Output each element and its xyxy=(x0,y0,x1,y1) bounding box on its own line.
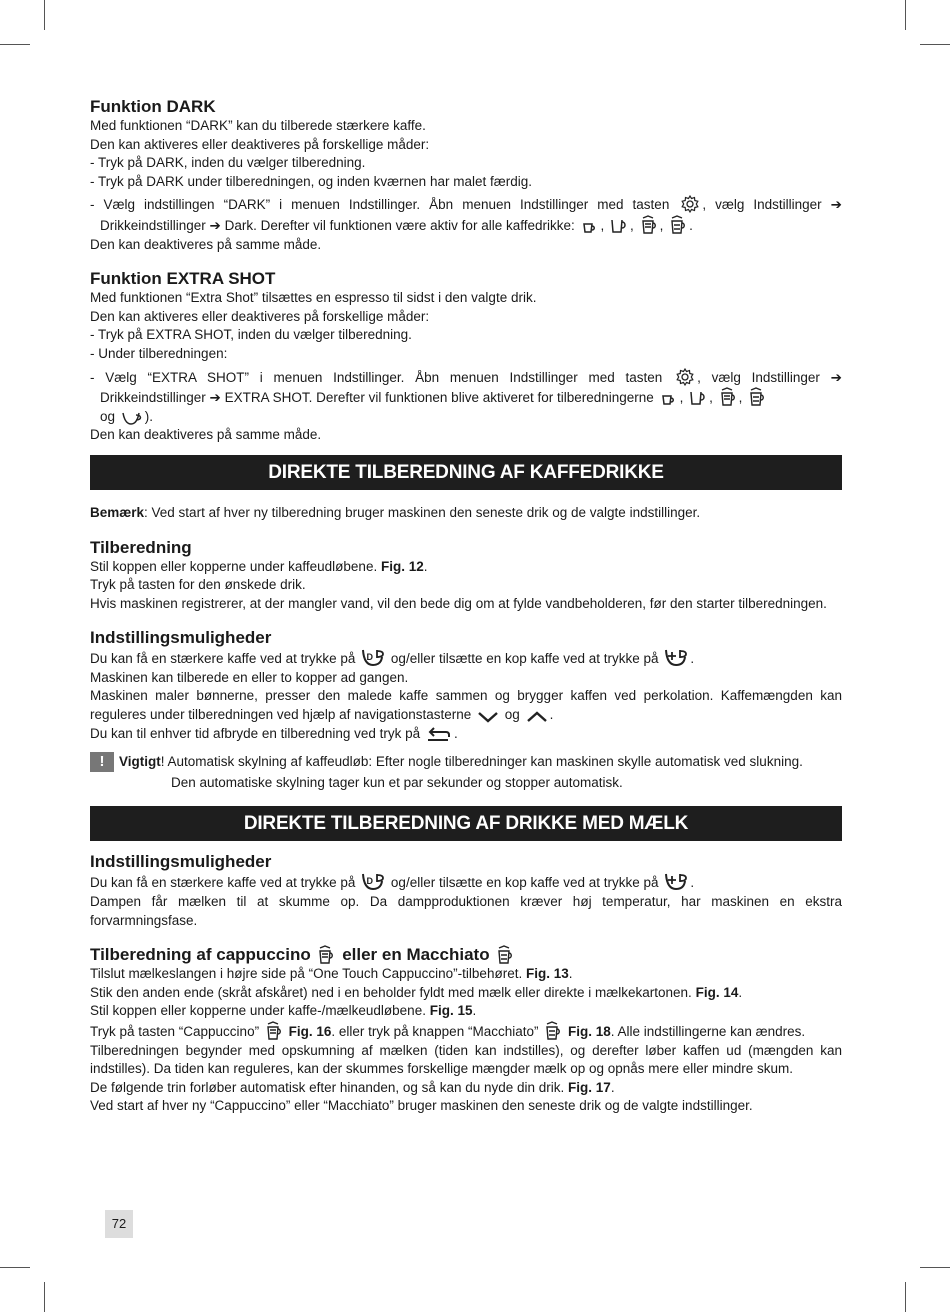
text-span: Du kan få en stærkere kaffe ved at trykke på xyxy=(90,651,356,667)
text-span: . xyxy=(568,966,573,982)
warning-label: Vigtigt xyxy=(119,754,161,770)
figure-ref: Fig. 17 xyxy=(568,1079,611,1095)
note-text: : Ved start af hver ny tilberedning bruger maskinen den seneste drik og de valgte indstillinger. xyxy=(144,504,701,520)
text-span: , xyxy=(630,217,634,233)
text-span: , xyxy=(709,390,713,406)
bullet-item: - Tryk på DARK under tilberedningen, og inden kværnen har malet færdig. xyxy=(90,173,532,189)
chevron-up-icon xyxy=(526,710,548,724)
text-span: ). xyxy=(144,408,154,424)
text-span: , xyxy=(659,217,664,233)
svg-text:D: D xyxy=(366,652,374,663)
coffee-cup-icon xyxy=(610,217,628,235)
figure-ref: Fig. 12 xyxy=(380,558,424,574)
macchiato-icon xyxy=(544,1021,562,1041)
crop-mark xyxy=(0,44,30,45)
figure-ref: Fig. 18 xyxy=(568,1024,611,1039)
section-title-indstillinger-milk: Indstillingsmuligheder xyxy=(90,852,272,872)
note-label: Bemærk xyxy=(90,504,145,520)
section-title-extra-shot: Funktion EXTRA SHOT xyxy=(90,269,276,289)
coffee-cup-icon xyxy=(689,389,707,407)
text-span: Tilslut mælkeslangen i højre side på “One Touch Cappuccino”-tilbehøret. xyxy=(90,966,523,982)
text-span: De følgende trin forløber automatisk efter hinanden, og så kan du nyde din drik. xyxy=(90,1079,565,1095)
text-span: . xyxy=(689,217,693,233)
section-banner-milk: DIREKTE TILBEREDNING AF DRIKKE MED MÆLK xyxy=(90,806,842,841)
text-span: Du kan til enhver tid afbryde en tilberedning ved tryk på xyxy=(90,725,421,741)
crop-mark xyxy=(905,0,906,30)
text-line xyxy=(90,687,842,724)
cappuccino-icon xyxy=(265,1021,283,1041)
crop-mark xyxy=(920,44,950,45)
bullet-item xyxy=(90,194,842,235)
text-span: ! Automatisk skylning af kaffeudløb: Efter nogle tilberedninger kan maskinen skylle automatisk ved slukning. xyxy=(160,754,803,770)
extra-shot-button-icon xyxy=(664,872,688,892)
cappuccino-icon xyxy=(317,945,335,965)
text-span: Du kan få en stærkere kaffe ved at trykke på xyxy=(90,875,356,891)
text-line xyxy=(90,1021,842,1042)
text-span: . xyxy=(472,1003,477,1019)
espresso-cup-icon xyxy=(581,219,599,235)
gear-icon xyxy=(675,367,695,387)
text-line: Ved start af hver ny “Cappuccino” eller “Macchiato” bruger maskinen den seneste drik og de valgte indstillinger. xyxy=(90,1098,753,1114)
section-title-cappuccino xyxy=(90,944,842,965)
text-span: Stil koppen eller kopperne under kaffe-/mælkeudløbene. xyxy=(90,1003,426,1019)
text-line xyxy=(90,965,842,984)
text-span: . xyxy=(690,875,695,891)
dark-button-icon xyxy=(361,872,385,892)
svg-text:D: D xyxy=(366,876,374,887)
text-line: Tryk på tasten for den ønskede drik. xyxy=(90,577,306,593)
figure-ref: Fig. 15 xyxy=(429,1003,473,1019)
text-line xyxy=(90,984,842,1003)
text-span: . xyxy=(423,558,428,574)
bullet-item: - Tryk på EXTRA SHOT, inden du vælger tilberedning. xyxy=(90,327,412,343)
text-span: og xyxy=(100,408,116,424)
text-line xyxy=(90,648,842,669)
text-span: Stik den anden ende (skråt afskåret) ned i en beholder fyldt med mælk eller direkte i mælkekartonen. xyxy=(90,984,692,1000)
page-number: 72 xyxy=(105,1210,133,1238)
figure-ref: Fig. 14 xyxy=(695,984,739,1000)
text-line xyxy=(90,1079,842,1098)
crop-mark xyxy=(44,0,45,30)
text-line: Maskinen kan tilberede en eller to kopper ad gangen. xyxy=(90,669,409,685)
text-span: . xyxy=(738,984,743,1000)
text-line: Hvis maskinen registrerer, at der mangler vand, vil den bede dig om at fylde vandbeholderen, før den starter tilberedningen. xyxy=(90,595,827,611)
text-span: , xyxy=(600,217,605,233)
macchiato-icon xyxy=(496,945,514,965)
warning-icon: ! xyxy=(90,752,114,772)
mug-icon xyxy=(121,410,143,426)
text-span: - Vælg indstillingen “DARK” i menuen Indstillinger. Åbn menuen Indstillinger med tasten xyxy=(90,197,670,213)
bullet-item: - Under tilberedningen: xyxy=(90,345,228,361)
text-line: Dampen får mælken til at skumme op. Da dampproduktionen kræver høj temperatur, har maskinen en ekstra forvarmningsfase. xyxy=(90,894,842,928)
figure-ref: Fig. 16 xyxy=(288,1024,332,1039)
text-span: , xyxy=(738,390,743,406)
crop-mark xyxy=(905,1282,906,1312)
text-span: . xyxy=(610,1079,615,1095)
text-span: . Alle indstillingerne kan ændres. xyxy=(610,1024,806,1039)
back-icon xyxy=(426,725,452,743)
text-span: , vælg Indstillinger ➔ Drikkeindstillinger ➔ Dark. Derefter vil funktionen være aktiv for alle kaffedrikke: xyxy=(100,197,842,233)
text-span: Maskinen maler bønnerne, presser den malede kaffe sammen og brygger kaffen ved perkolation. Kaffemængden kan reguleres under tilberedningen ved hjælp af navigationstasterne xyxy=(90,688,842,723)
cappuccino-icon xyxy=(640,215,658,235)
crop-mark xyxy=(0,1267,30,1268)
text-span: . xyxy=(549,707,554,723)
text-span: Tryk på tasten “Cappuccino” xyxy=(90,1024,260,1039)
dark-button-icon xyxy=(361,648,385,668)
text-span: . eller tryk på knappen “Macchiato” xyxy=(331,1024,539,1039)
text-span: og/eller tilsætte en kop kaffe ved at trykke på xyxy=(390,651,659,667)
section-title-dark: Funktion DARK xyxy=(90,97,216,116)
bullet-item: - Tryk på DARK, inden du vælger tilberedning. xyxy=(90,155,366,171)
page-content xyxy=(90,96,842,1116)
section-title-indstillinger: Indstillingsmuligheder xyxy=(90,628,272,648)
crop-mark xyxy=(920,1267,950,1268)
text-span: eller en Macchiato xyxy=(342,945,490,965)
text-line: Den kan deaktiveres på samme måde. xyxy=(90,427,322,443)
text-line xyxy=(119,753,842,772)
warning-note xyxy=(90,753,842,792)
macchiato-icon xyxy=(748,387,766,407)
text-line: Den kan aktiveres eller deaktiveres på forskellige måder: xyxy=(90,308,430,324)
figure-ref: Fig. 13 xyxy=(525,966,569,982)
macchiato-icon xyxy=(669,215,687,235)
text-span: og/eller tilsætte en kop kaffe ved at trykke på xyxy=(390,875,659,891)
text-line xyxy=(90,558,842,577)
text-span: . xyxy=(453,725,458,741)
text-span: , vælg Indstillinger ➔ Drikkeindstillinger ➔ EXTRA SHOT. Derefter vil funktionen blive aktiveret for tilberedningerne xyxy=(100,369,842,406)
text-line: Den kan aktiveres eller deaktiveres på forskellige måder: xyxy=(90,136,430,152)
note xyxy=(90,504,842,523)
chevron-down-icon xyxy=(477,710,499,724)
extra-shot-button-icon xyxy=(664,648,688,668)
cappuccino-icon xyxy=(719,387,737,407)
text-line: Tilberedningen begynder med opskumning af mælken (tiden kan indstilles), og derefter løber kaffen ud (mængden kan indstilles). Da tiden kan reguleres, kan der skummes forskellige mængder mælk op og opnås mere eller mindre skum. xyxy=(90,1042,842,1077)
text-line xyxy=(90,872,842,893)
text-span: og xyxy=(504,707,520,723)
text-line: Med funktionen “DARK” kan du tilberede stærkere kaffe. xyxy=(90,118,426,133)
section-banner-coffee: DIREKTE TILBEREDNING AF KAFFEDRIKKE xyxy=(90,455,842,490)
section-title-tilberedning: Tilberedning xyxy=(90,537,192,557)
bullet-item xyxy=(90,367,842,427)
text-span: . xyxy=(690,651,695,667)
text-span: Stil koppen eller kopperne under kaffeudløbene. xyxy=(90,558,378,574)
crop-mark xyxy=(44,1282,45,1312)
text-span: Tilberedning af cappuccino xyxy=(90,945,311,965)
text-line xyxy=(90,1002,842,1021)
text-line: Med funktionen “Extra Shot” tilsættes en espresso til sidst i den valgte drik. xyxy=(90,290,537,306)
text-line: Den kan deaktiveres på samme måde. xyxy=(90,236,322,252)
text-span: , xyxy=(679,390,684,406)
warning-text xyxy=(119,753,842,792)
text-span: - Vælg “EXTRA SHOT” i menuen Indstillinger. Åbn menuen Indstillinger med tasten xyxy=(90,369,663,385)
espresso-cup-icon xyxy=(660,391,678,407)
gear-icon xyxy=(680,194,700,214)
text-line: Den automatiske skylning tager kun et par sekunder og stopper automatisk. xyxy=(171,774,623,790)
text-line xyxy=(90,725,842,744)
